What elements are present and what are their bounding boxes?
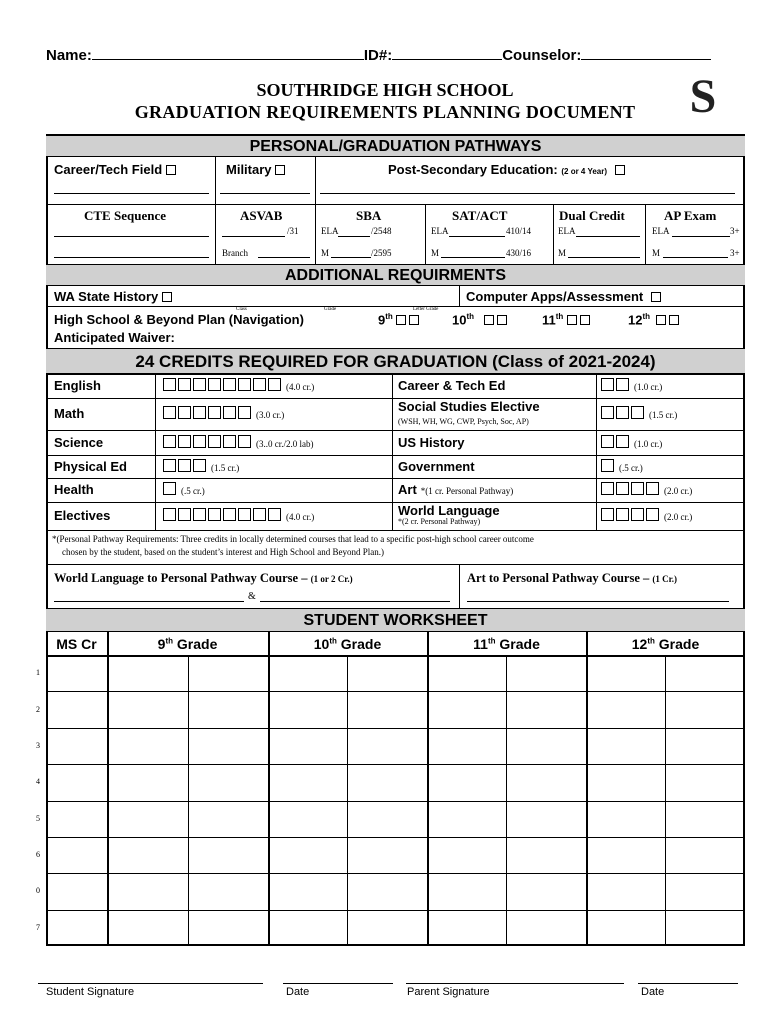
subject-us-history: US History [398, 434, 465, 450]
worksheet-row-line [46, 837, 745, 838]
worksheet-heading: STUDENT WORKSHEET [46, 608, 745, 632]
credit-note: (1.0 cr.) [634, 382, 663, 392]
subject-government: Government [398, 458, 475, 474]
credit-checkbox[interactable] [616, 406, 629, 419]
career-tech-checkbox[interactable] [166, 165, 176, 175]
row-number: 5 [36, 814, 40, 823]
row-number: 3 [36, 741, 40, 750]
wl-pathway-field-1[interactable] [54, 601, 244, 602]
military-checkbox[interactable] [275, 165, 285, 175]
school-name: SOUTHRIDGE HIGH SCHOOL [256, 80, 514, 100]
wa-history-checkbox[interactable] [162, 292, 172, 302]
subject-physical-ed: Physical Ed [54, 458, 127, 474]
worksheet-col-header: 12th Grade [631, 636, 700, 652]
credit-checkbox[interactable] [646, 482, 659, 495]
grade-11-checks: 11th [542, 312, 593, 327]
credit-checkbox[interactable] [601, 482, 614, 495]
waiver-label: Anticipated Waiver: [54, 330, 175, 345]
credit-checkbox[interactable] [253, 378, 266, 391]
credit-checkbox[interactable] [163, 482, 176, 495]
credit-checkbox[interactable] [631, 406, 644, 419]
credit-checkbox[interactable] [238, 435, 251, 448]
credit-boxes [163, 482, 205, 497]
grade-9-box-2[interactable] [409, 315, 419, 325]
student-signature-label: Student Signature [46, 986, 135, 998]
worksheet-row-line [46, 801, 745, 802]
credit-checkbox[interactable] [223, 435, 236, 448]
grade-12-box-2[interactable] [669, 315, 679, 325]
dual-math-field[interactable] [568, 257, 640, 258]
worksheet-row-line [46, 873, 745, 874]
credit-checkbox[interactable] [646, 508, 659, 521]
parent-signature-line[interactable] [406, 983, 624, 984]
date-label-1: Date [286, 986, 310, 998]
grade-11-box-2[interactable] [580, 315, 590, 325]
credit-note: (3..0 cr./2.0 lab) [256, 438, 314, 449]
credit-boxes [163, 406, 284, 421]
credit-checkbox[interactable] [631, 482, 644, 495]
credit-note: (1.0 cr.) [634, 438, 663, 449]
credit-checkbox[interactable] [178, 459, 191, 472]
subject-world-language: World Language [398, 503, 500, 518]
parent-signature-label: Parent Signature [407, 986, 490, 998]
credit-boxes [163, 459, 239, 474]
sat-act-label: SAT/ACT [452, 208, 508, 223]
asvab-label: ASVAB [240, 208, 283, 223]
subject-electives: Electives [54, 508, 111, 523]
career-tech-label: Career/Tech Field [54, 162, 179, 177]
id-field[interactable] [392, 59, 502, 60]
credit-checkbox[interactable] [193, 459, 206, 472]
branch-field[interactable] [258, 257, 310, 258]
sba-label: SBA [356, 208, 382, 223]
row-number: 4 [36, 777, 40, 786]
dual-credit-label: Dual Credit [559, 208, 625, 223]
ap-exam-label: AP Exam [664, 208, 717, 223]
row-number: 6 [36, 850, 40, 859]
credit-checkbox[interactable] [163, 378, 176, 391]
credit-boxes [601, 482, 692, 497]
credit-boxes [601, 508, 692, 523]
hsbp-label: High School & Beyond Plan (Navigation) [54, 312, 304, 327]
subject-sub: (WSH, WH, WG, CWP, Psych, Soc, AP) [398, 417, 529, 426]
military-field[interactable] [220, 193, 310, 194]
wl-pathway-label: World Language to Personal Pathway Course – (1 or 2 Cr.) [54, 571, 353, 585]
credit-note: (4.0 cr.) [286, 512, 315, 522]
credits-heading: 24 CREDITS REQUIRED FOR GRADUATION (Class of 2021-2024) [46, 348, 745, 374]
credit-checkbox[interactable] [178, 378, 191, 391]
credit-checkbox[interactable] [616, 378, 629, 391]
school-logo: S [689, 70, 717, 123]
career-tech-field[interactable] [54, 193, 209, 194]
row-number: 7 [36, 923, 40, 932]
subject-math: Math [54, 406, 85, 421]
id-label: ID#: [363, 47, 393, 64]
credit-boxes [601, 459, 643, 474]
credit-checkbox[interactable] [208, 406, 221, 419]
credit-note: (.5 cr.) [181, 486, 205, 496]
sat-math-field[interactable] [441, 257, 505, 258]
worksheet-row-line [46, 728, 745, 729]
worksheet-col-header: 10th Grade [313, 636, 382, 652]
cte-sequence-field-1[interactable] [54, 236, 209, 237]
name-field[interactable] [92, 59, 364, 60]
cte-sequence-field-2[interactable] [54, 257, 209, 258]
date-label-2: Date [641, 986, 665, 998]
credit-checkbox[interactable] [238, 508, 251, 521]
worksheet-col-header: 11th Grade [473, 636, 540, 652]
pathways-heading: PERSONAL/GRADUATION PATHWAYS [46, 135, 745, 157]
credit-checkbox[interactable] [238, 378, 251, 391]
credit-checkbox[interactable] [616, 435, 629, 448]
credit-checkbox[interactable] [163, 459, 176, 472]
sat-ela-field[interactable] [449, 236, 505, 237]
post-secondary-field[interactable] [320, 193, 735, 194]
row-number: 1 [36, 668, 40, 677]
credit-checkbox[interactable] [193, 508, 206, 521]
art-pathway-field[interactable] [467, 601, 729, 602]
row-number: 0 [36, 886, 40, 895]
credit-boxes [163, 378, 314, 393]
ap-ela-field[interactable] [672, 236, 730, 237]
credit-boxes [163, 508, 314, 523]
grade-9-box-1[interactable] [396, 315, 406, 325]
credit-checkbox[interactable] [601, 435, 614, 448]
credit-checkbox[interactable] [253, 508, 266, 521]
grade-10-box-2[interactable] [497, 315, 507, 325]
credit-checkbox[interactable] [208, 508, 221, 521]
credit-checkbox[interactable] [178, 435, 191, 448]
cte-sequence-label: CTE Sequence [84, 208, 166, 223]
worksheet-col-header: 9th Grade [157, 636, 218, 652]
subject-health: Health [54, 482, 94, 497]
post-secondary-label: Post-Secondary Education: (2 or 4 Year) [388, 162, 628, 177]
subject-sub: *(2 cr. Personal Pathway) [398, 517, 481, 526]
sba-math-field[interactable] [331, 257, 371, 258]
credit-checkbox[interactable] [178, 406, 191, 419]
credit-checkbox[interactable] [163, 406, 176, 419]
credit-checkbox[interactable] [193, 406, 206, 419]
credit-checkbox[interactable] [193, 378, 206, 391]
wa-history-label: WA State History [54, 289, 175, 304]
grade-10-box-1[interactable] [484, 315, 494, 325]
grade-12-checks: 12th [628, 312, 682, 327]
computer-apps-checkbox[interactable] [651, 292, 661, 302]
worksheet-row-line [46, 910, 745, 911]
credit-checkbox[interactable] [601, 459, 614, 472]
credit-checkbox[interactable] [601, 378, 614, 391]
dual-ela-field[interactable] [576, 236, 640, 237]
worksheet-col-header: MS Cr [56, 636, 97, 652]
credit-boxes [601, 435, 662, 450]
name-label: Name: [46, 47, 92, 64]
credit-checkbox[interactable] [208, 435, 221, 448]
worksheet-row-line [46, 691, 745, 692]
pathway-footnote-2: chosen by the student, based on the student’s interest and High School and Beyond Plan.) [62, 547, 384, 557]
post-secondary-checkbox[interactable] [615, 165, 625, 175]
credit-checkbox[interactable] [163, 508, 176, 521]
row-number: 2 [36, 705, 40, 714]
credit-checkbox[interactable] [601, 508, 614, 521]
counselor-label: Counselor: [502, 47, 582, 64]
name-line [46, 47, 711, 64]
additional-heading: ADDITIONAL REQUIRMENTS [46, 264, 745, 286]
grade-10-checks: 10th [452, 312, 510, 327]
subject-science: Science [54, 434, 104, 450]
subject-social-studies-elective: Social Studies Elective [398, 399, 540, 414]
credit-note: (1.5 cr.) [211, 462, 240, 473]
art-pathway-label: Art to Personal Pathway Course – (1 Cr.) [467, 571, 678, 585]
document-title: GRADUATION REQUIREMENTS PLANNING DOCUMENT [134, 102, 636, 122]
grade-11-box-1[interactable] [567, 315, 577, 325]
credit-checkbox[interactable] [208, 378, 221, 391]
subject-art [398, 482, 513, 497]
credit-checkbox[interactable] [268, 378, 281, 391]
credit-checkbox[interactable] [163, 435, 176, 448]
credit-checkbox[interactable] [178, 508, 191, 521]
credit-checkbox[interactable] [616, 482, 629, 495]
grade-12-box-1[interactable] [656, 315, 666, 325]
credit-boxes [163, 435, 314, 450]
military-label: Military [226, 162, 288, 177]
credit-checkbox[interactable] [616, 508, 629, 521]
pathway-footnote-1: *(Personal Pathway Requirements: Three credits in locally determined courses that lead to a specific post-high school career outcome [52, 534, 534, 544]
subject-career-tech-ed: Career & Tech Ed [398, 378, 506, 393]
sba-ela-field[interactable] [338, 236, 370, 237]
student-signature-line[interactable] [38, 983, 263, 984]
computer-apps-label: Computer Apps/Assessment [466, 289, 664, 304]
credit-note: (4.0 cr.) [286, 382, 315, 392]
credit-checkbox[interactable] [193, 435, 206, 448]
worksheet-row-line [46, 764, 745, 765]
asvab-field[interactable] [222, 236, 285, 237]
credit-note: (2.0 cr.) [664, 512, 693, 522]
credit-boxes [601, 406, 677, 421]
credit-note: (3.0 cr.) [256, 410, 285, 420]
credit-checkbox[interactable] [223, 406, 236, 419]
credit-checkbox[interactable] [268, 508, 281, 521]
counselor-field[interactable] [581, 59, 711, 60]
subject-label: Art [398, 482, 417, 497]
date-line-1[interactable] [283, 983, 393, 984]
credit-checkbox[interactable] [223, 508, 236, 521]
credit-checkbox[interactable] [631, 508, 644, 521]
subject-sub: *(1 cr. Personal Pathway) [420, 486, 514, 496]
credit-boxes [601, 378, 662, 393]
wl-pathway-field-2[interactable] [260, 601, 450, 602]
grade-9-checks: 9th [378, 312, 422, 327]
credit-checkbox[interactable] [223, 378, 236, 391]
credit-note: (2.0 cr.) [664, 486, 693, 496]
credit-checkbox[interactable] [238, 406, 251, 419]
date-line-2[interactable] [638, 983, 738, 984]
subject-english: English [54, 378, 101, 393]
credit-note: (.5 cr.) [619, 462, 643, 473]
credit-note: (1.5 cr.) [649, 410, 678, 420]
ap-math-field[interactable] [663, 257, 728, 258]
credit-checkbox[interactable] [601, 406, 614, 419]
